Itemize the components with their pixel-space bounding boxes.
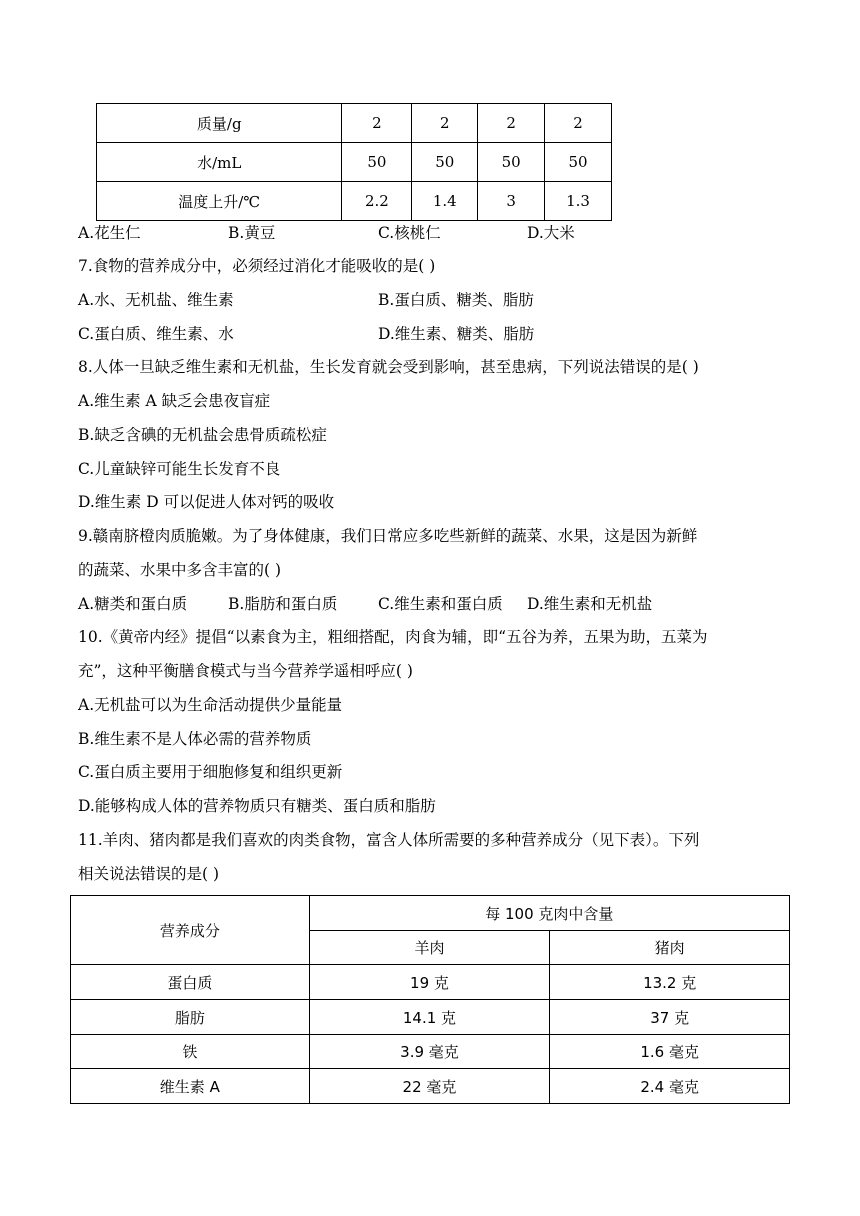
- table-row: [71, 965, 790, 1000]
- table-row: [97, 143, 612, 182]
- q6-option-c: C.核桃仁: [378, 224, 441, 242]
- nutrient-name: 铁: [71, 1035, 310, 1069]
- table-row: [71, 1069, 790, 1104]
- q11-stem-line2: 相关说法错误的是( ): [78, 865, 220, 883]
- cell: 2: [478, 104, 545, 143]
- header-pork: 猪肉: [550, 931, 790, 965]
- cell: 1.3: [545, 182, 612, 221]
- nutrient-name: 蛋白质: [71, 965, 310, 1000]
- q9-option-b: B.脂肪和蛋白质: [228, 595, 338, 613]
- q8-option-c: C.儿童缺锌可能生长发育不良: [78, 460, 281, 478]
- q7-stem: 7.食物的营养成分中，必须经过消化才能吸收的是( ): [78, 257, 436, 275]
- cell: 22 毫克: [309, 1069, 550, 1104]
- row-label: 水/mL: [97, 143, 342, 182]
- q8-option-a: A.维生素 A 缺乏会患夜盲症: [78, 392, 271, 410]
- cell: 2.4 毫克: [550, 1069, 790, 1104]
- header-per-100g: 每 100 克肉中含量: [309, 896, 789, 931]
- header-mutton: 羊肉: [309, 931, 550, 965]
- cell: 19 克: [309, 965, 550, 1000]
- cell: 50: [545, 143, 612, 182]
- q8-option-b: B.缺乏含碘的无机盐会患骨质疏松症: [78, 426, 327, 444]
- q10-stem-line2: 充”，这种平衡膳食模式与当今营养学遥相呼应( ): [78, 662, 413, 680]
- q9-option-a: A.糖类和蛋白质: [78, 595, 188, 613]
- q6-option-a: A.花生仁: [78, 224, 141, 242]
- cell: 50: [342, 143, 412, 182]
- q11-stem-line1: 11.羊肉、猪肉都是我们喜欢的肉类食物，富含人体所需要的多种营养成分（见下表）。下列: [78, 831, 700, 849]
- q10-option-c: C.蛋白质主要用于细胞修复和组织更新: [78, 763, 343, 781]
- cell: 2: [342, 104, 412, 143]
- cell: 2.2: [342, 182, 412, 221]
- q7-option-a: A.水、无机盐、维生素: [78, 291, 234, 309]
- q7-option-b: B.蛋白质、糖类、脂肪: [378, 291, 534, 309]
- q9-option-c: C.维生素和蛋白质: [378, 595, 503, 613]
- q10-option-d: D.能够构成人体的营养物质只有糖类、蛋白质和脂肪: [78, 797, 436, 815]
- q7-option-c: C.蛋白质、维生素、水: [78, 325, 234, 343]
- nutrient-name: 维生素 A: [71, 1069, 310, 1104]
- table-row: [71, 1000, 790, 1035]
- cell: 3.9 毫克: [309, 1035, 550, 1069]
- cell: 2: [412, 104, 478, 143]
- q6-option-d: D.大米: [527, 224, 575, 242]
- q6-option-b: B.黄豆: [228, 224, 276, 242]
- nutrient-name: 脂肪: [71, 1000, 310, 1035]
- cell: 1.4: [412, 182, 478, 221]
- q9-stem-line1: 9.赣南脐橙肉质脆嫩。为了身体健康，我们日常应多吃些新鲜的蔬菜、水果，这是因为新鲜: [78, 527, 698, 545]
- q8-option-d: D.维生素 D 可以促进人体对钙的吸收: [78, 493, 335, 511]
- cell: 2: [545, 104, 612, 143]
- nutrition-table: [70, 895, 790, 1104]
- cell: 37 克: [550, 1000, 790, 1035]
- q10-stem-line1: 10.《黄帝内经》提倡“以素食为主，粗细搭配，肉食为辅，即“五谷为养，五果为助，五菜为: [78, 628, 708, 646]
- q10-option-a: A.无机盐可以为生命活动提供少量能量: [78, 696, 343, 714]
- q9-option-d: D.维生素和无机盐: [527, 595, 653, 613]
- cell: 1.6 毫克: [550, 1035, 790, 1069]
- row-label: 质量/g: [97, 104, 342, 143]
- row-label: 温度上升/℃: [97, 182, 342, 221]
- table-row: [97, 104, 612, 143]
- cell: 13.2 克: [550, 965, 790, 1000]
- table-header-row: [71, 896, 790, 931]
- table-row: [71, 1035, 790, 1069]
- table-row: [97, 182, 612, 221]
- q7-option-d: D.维生素、糖类、脂肪: [378, 325, 535, 343]
- cell: 50: [478, 143, 545, 182]
- q8-stem: 8.人体一旦缺乏维生素和无机盐，生长发育就会受到影响，甚至患病，下列说法错误的是( ): [78, 358, 699, 376]
- header-nutrient: 营养成分: [71, 896, 310, 965]
- cell: 14.1 克: [309, 1000, 550, 1035]
- cell: 3: [478, 182, 545, 221]
- cell: 50: [412, 143, 478, 182]
- experiment-table: [96, 103, 612, 221]
- q9-stem-line2: 的蔬菜、水果中多含丰富的( ): [78, 561, 282, 579]
- q10-option-b: B.维生素不是人体必需的营养物质: [78, 730, 312, 748]
